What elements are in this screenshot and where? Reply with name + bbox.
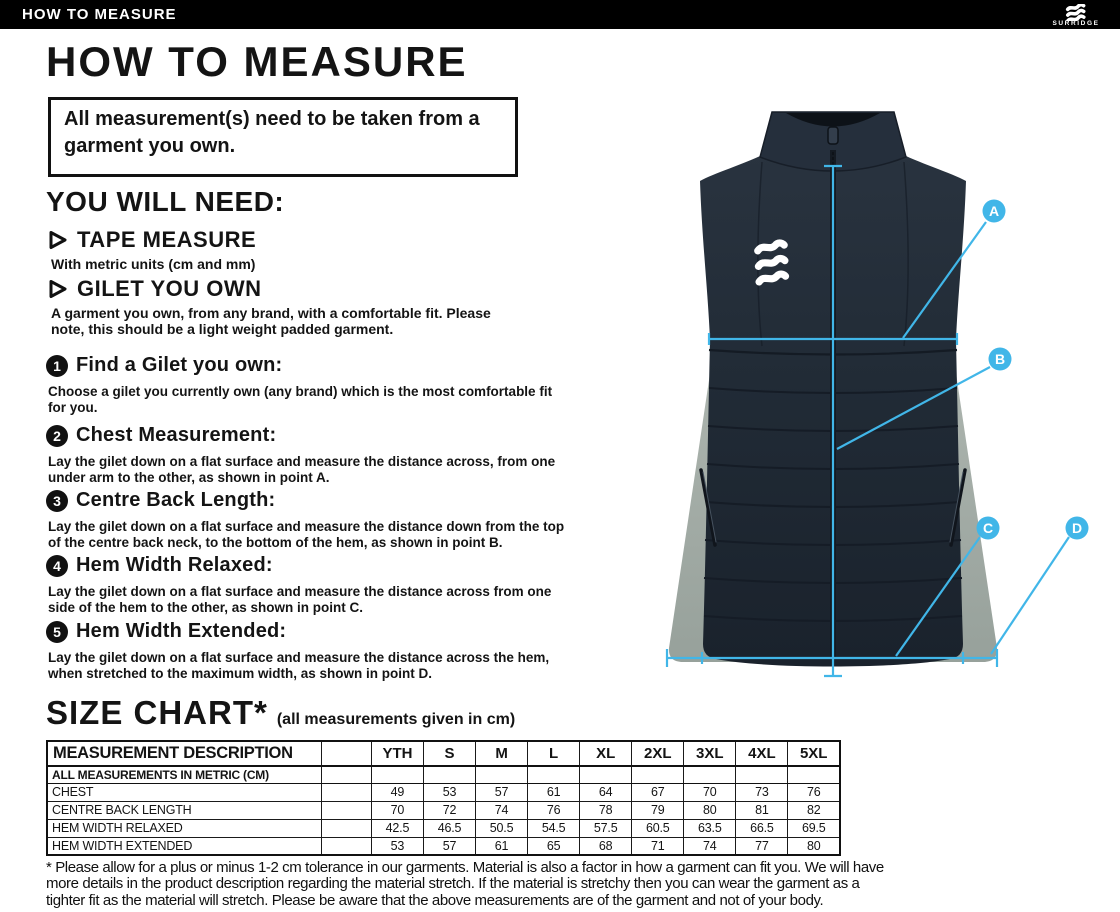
need-item-title: TAPE MEASURE	[77, 227, 257, 252]
value-cell: 60.5	[632, 819, 684, 837]
value-cell: 74	[684, 837, 736, 855]
value-cell: 63.5	[684, 819, 736, 837]
value-cell: 53	[371, 837, 423, 855]
value-cell: 57	[423, 837, 475, 855]
column-header: M	[476, 741, 528, 766]
table-header-row	[47, 741, 840, 766]
step-body-line: side of the hem to the other, as shown in point C.	[48, 599, 364, 615]
brand-logo	[1046, 1, 1106, 27]
value-cell: 65	[528, 837, 580, 855]
table-row	[47, 819, 840, 837]
value-cell: 78	[580, 801, 632, 819]
value-cell: 79	[632, 801, 684, 819]
page-title: HOW TO MEASURE	[46, 38, 468, 85]
gilet-zip-pull	[828, 127, 838, 144]
size-chart-heading	[46, 694, 515, 732]
value-cell: 42.5	[371, 819, 423, 837]
step-number-badge: 4	[46, 555, 68, 577]
value-cell: 77	[736, 837, 788, 855]
step-body-line: under arm to the other, as shown in point A.	[48, 469, 330, 485]
value-cell: 73	[736, 783, 788, 801]
spacer-cell	[321, 783, 371, 801]
need-item-desc-line: A garment you own, from any brand, with a comfortable fit. Please	[51, 305, 491, 321]
spacer-cell	[321, 801, 371, 819]
step-body-line: Choose a gilet you currently own (any brand) which is the most comfortable fit	[48, 384, 553, 399]
marker-a-label: A	[988, 203, 1000, 219]
value-cell: 66.5	[736, 819, 788, 837]
column-header: 3XL	[684, 741, 736, 766]
marker-d-label: D	[1071, 520, 1083, 536]
value-cell: 70	[684, 783, 736, 801]
value-cell: 80	[788, 837, 840, 855]
note-line: garment you own.	[64, 135, 236, 157]
step-body-line: for you.	[48, 399, 98, 415]
value-cell: 64	[580, 783, 632, 801]
triangle-bullet-icon	[48, 279, 68, 299]
step-body-line: Lay the gilet down on a flat surface and measure the distance across, from one	[48, 454, 556, 469]
column-header: 5XL	[788, 741, 840, 766]
spacer-cell	[321, 819, 371, 837]
triangle-bullet-icon	[48, 230, 68, 250]
value-cell: 57.5	[580, 819, 632, 837]
step-body-line: Lay the gilet down on a flat surface and measure the distance across from one	[48, 584, 552, 599]
value-cell: 76	[528, 801, 580, 819]
note-box	[48, 97, 518, 177]
footnote-line: * Please allow for a plus or minus 1-2 cm tolerance in our garments. Material is also a factor in how a garment can fit you. We will have	[46, 859, 884, 876]
you-will-need-heading: YOU WILL NEED:	[46, 186, 285, 217]
marker-b-label: B	[994, 351, 1006, 367]
need-item-tape-measure	[48, 227, 256, 272]
column-header: 2XL	[632, 741, 684, 766]
value-cell: 72	[423, 801, 475, 819]
step-number-badge: 2	[46, 425, 68, 447]
value-cell: 82	[788, 801, 840, 819]
need-item-desc: With metric units (cm and mm)	[51, 256, 256, 272]
size-chart-title: SIZE CHART*	[46, 694, 268, 731]
brand-word: SURRIDGE	[1052, 20, 1100, 27]
column-header: 4XL	[736, 741, 788, 766]
step-number-badge: 1	[46, 355, 68, 377]
step-2	[46, 424, 646, 485]
footnote	[46, 860, 884, 909]
value-cell: 50.5	[476, 819, 528, 837]
row-label: HEM WIDTH RELAXED	[47, 819, 321, 837]
step-body-line: of the centre back neck, to the bottom of the hem, as shown in point B.	[48, 534, 503, 550]
value-cell: 57	[476, 783, 528, 801]
surridge-s-icon	[1059, 4, 1093, 21]
size-chart-subtitle: (all measurements given in cm)	[276, 711, 516, 728]
spacer-cell	[321, 741, 371, 766]
value-cell: 54.5	[528, 819, 580, 837]
value-cell: 61	[476, 837, 528, 855]
value-cell: 61	[528, 783, 580, 801]
column-header: S	[423, 741, 475, 766]
top-bar	[0, 0, 1120, 29]
step-title: Chest Measurement:	[76, 424, 277, 446]
need-item-desc-line: note, this should be a light weight padded garment.	[51, 321, 394, 337]
column-header: XL	[580, 741, 632, 766]
column-header: YTH	[371, 741, 423, 766]
need-item-title: GILET YOU OWN	[77, 276, 262, 301]
note-line: All measurement(s) need to be taken from a	[64, 108, 480, 130]
column-header: MEASUREMENT DESCRIPTION	[47, 741, 321, 766]
step-4	[46, 554, 646, 615]
footnote-line: tighter fit as the material will stretch. Please be aware that the above measurements are of the garment and not of your body.	[46, 891, 824, 909]
step-body-line: Lay the gilet down on a flat surface and measure the distance down from the top	[48, 519, 565, 534]
value-cell: 46.5	[423, 819, 475, 837]
column-header: L	[528, 741, 580, 766]
value-cell: 76	[788, 783, 840, 801]
marker-c-label: C	[982, 520, 994, 536]
step-body-line: Lay the gilet down on a flat surface and measure the distance across the hem,	[48, 650, 550, 665]
step-title: Hem Width Relaxed:	[76, 554, 273, 576]
value-cell: 69.5	[788, 819, 840, 837]
step-title: Find a Gilet you own:	[76, 354, 283, 376]
need-item-gilet	[48, 276, 491, 337]
step-number-badge: 3	[46, 490, 68, 512]
value-cell: 49	[371, 783, 423, 801]
value-cell: 70	[371, 801, 423, 819]
topbar-title: HOW TO MEASURE	[22, 6, 177, 23]
row-label: CENTRE BACK LENGTH	[47, 801, 321, 819]
gilet-measurement-diagram	[628, 95, 1100, 695]
step-title: Centre Back Length:	[76, 489, 276, 511]
value-cell: 67	[632, 783, 684, 801]
table-row	[47, 783, 840, 801]
table-row	[47, 766, 840, 783]
step-3	[46, 489, 646, 550]
spacer-cell	[321, 837, 371, 855]
value-cell: 74	[476, 801, 528, 819]
pointer-line-d	[991, 537, 1069, 654]
step-5	[46, 620, 646, 681]
metric-note-cell: ALL MEASUREMENTS IN METRIC (CM)	[47, 766, 321, 783]
table-row	[47, 837, 840, 855]
table-row	[47, 801, 840, 819]
value-cell: 81	[736, 801, 788, 819]
step-number-badge: 5	[46, 621, 68, 643]
step-1	[46, 354, 646, 415]
row-label: CHEST	[47, 783, 321, 801]
value-cell: 71	[632, 837, 684, 855]
row-label: HEM WIDTH EXTENDED	[47, 837, 321, 855]
measurement-markers	[977, 200, 1089, 540]
value-cell: 68	[580, 837, 632, 855]
step-body-line: when stretched to the maximum width, as shown in point D.	[48, 665, 433, 681]
size-chart-table	[46, 740, 841, 856]
value-cell: 53	[423, 783, 475, 801]
step-title: Hem Width Extended:	[76, 620, 287, 642]
footnote-line: more details in the product description regarding the material stretch. If the material is stretchy then you can wear the garment as a	[46, 875, 860, 893]
value-cell: 80	[684, 801, 736, 819]
